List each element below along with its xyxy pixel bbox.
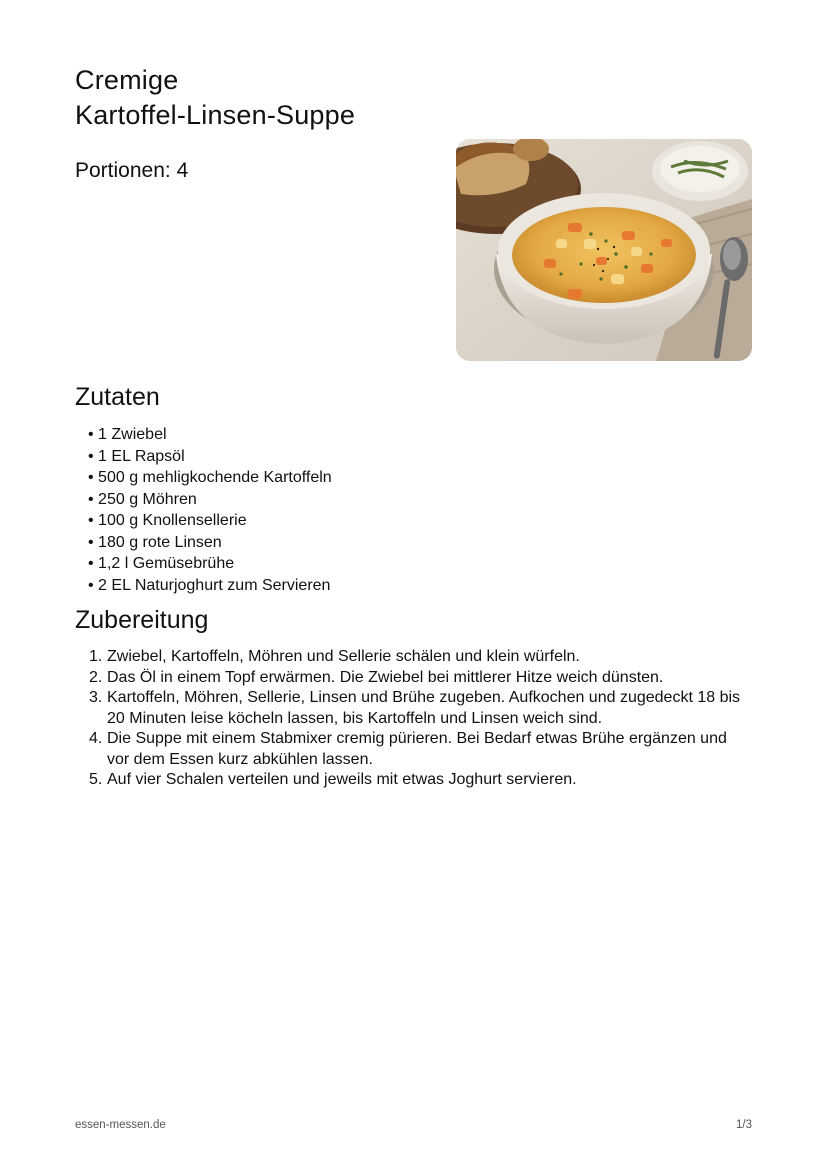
- ingredient-item: • 1 Zwiebel: [88, 424, 332, 446]
- step-text: Zwiebel, Kartoffeln, Möhren und Sellerie schälen und klein würfeln.: [107, 648, 580, 665]
- step-text: Das Öl in einem Topf erwärmen. Die Zwiebel bei mittlerer Hitze weich dünsten.: [107, 668, 664, 686]
- servings-label: Portionen: 4: [75, 159, 189, 182]
- ingredient-item: • 1,2 l Gemüsebrühe: [88, 553, 332, 575]
- step-text: Kartoffeln, Möhren, Sellerie, Linsen und Brühe zugeben. Aufkochen und zugedeckt 18 bis 20 Minuten leise köcheln lassen, bis Kartoffeln und Linsen weich sind.: [107, 689, 741, 727]
- recipe-title-line-1: Cremige: [75, 65, 179, 95]
- step-item: [89, 668, 749, 689]
- step-text: Auf vier Schalen verteilen und jeweils mit etwas Joghurt servieren.: [107, 771, 577, 788]
- ingredients-list: [88, 424, 332, 596]
- step-number: 5.: [89, 771, 103, 788]
- soup-photo: [456, 139, 752, 361]
- ingredient-item: • 250 g Möhren: [88, 489, 332, 511]
- step-number: 4.: [89, 730, 103, 747]
- ingredient-item: • 500 g mehligkochende Kartoffeln: [88, 467, 332, 489]
- step-number: 1.: [89, 648, 103, 665]
- ingredients-heading: Zutaten: [75, 383, 160, 411]
- recipe-title-line-2: Kartoffel-Linsen-Suppe: [75, 100, 356, 130]
- footer-site: essen-messen.de: [75, 1119, 166, 1131]
- steps-heading: Zubereitung: [75, 606, 209, 634]
- step-item: [89, 770, 749, 791]
- ingredient-item: • 100 g Knollensellerie: [88, 510, 332, 532]
- step-item: [89, 729, 749, 770]
- step-number: 3.: [89, 689, 103, 706]
- step-text: Die Suppe mit einem Stabmixer cremig pürieren. Bei Bedarf etwas Brühe ergänzen und vor dem Essen kurz abkühlen lassen.: [107, 730, 727, 768]
- ingredient-item: • 2 EL Naturjoghurt zum Servieren: [88, 575, 332, 597]
- step-item: [89, 647, 749, 668]
- ingredient-item: • 180 g rote Linsen: [88, 532, 332, 554]
- step-number: 2.: [89, 668, 103, 686]
- recipe-title: [75, 63, 435, 133]
- steps-list: [89, 647, 749, 791]
- ingredient-item: • 1 EL Rapsöl: [88, 446, 332, 468]
- step-item: [89, 688, 749, 729]
- footer-page-number: 1/3: [736, 1119, 752, 1131]
